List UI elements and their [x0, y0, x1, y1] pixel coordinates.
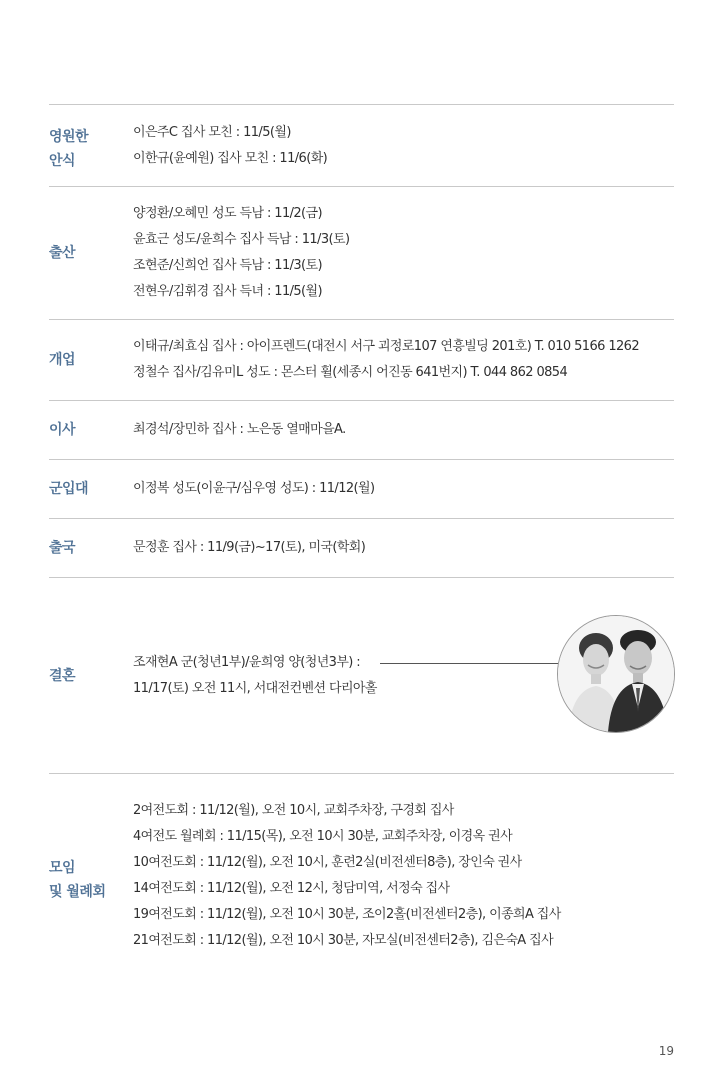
section-label: 군입대: [49, 481, 89, 497]
page-number: 19: [658, 1044, 674, 1058]
list-item: 이태규/최효심 집사 : 아이프렌드(대전시 서구 괴정로107 연흥빌딩 201호) T. 010 5166 1262: [133, 339, 640, 354]
section-military: [49, 459, 674, 519]
list-item: 정철수 집사/김유미L 성도 : 몬스터 휠(세종시 어진동 641번지) T. 044 862 0854: [133, 365, 568, 380]
list-item: 전현우/김휘경 집사 득녀 : 11/5(월): [133, 284, 322, 299]
list-item: 조재현A 군(청년1부)/윤희영 양(청년3부) :: [133, 655, 361, 670]
section-opening: [49, 319, 674, 401]
list-item: 이정복 성도(이윤구/심우영 성도) : 11/12(월): [133, 481, 375, 496]
list-item: 11/17(토) 오전 11시, 서대전컨벤션 다리아홀: [133, 681, 377, 696]
section-birth: [49, 186, 674, 320]
section-label: 출산: [49, 245, 76, 261]
list-item: 10여전도회 : 11/12(월), 오전 10시, 훈련2실(비전센터8층), 장인숙 권사: [133, 855, 522, 870]
list-item: 윤효근 성도/윤희수 집사 득남 : 11/3(토): [133, 232, 350, 247]
section-moving: [49, 400, 674, 460]
section-label: 모임 및 월례회: [49, 860, 106, 900]
list-item: 이한규(윤예원) 집사 모친 : 11/6(화): [133, 151, 328, 166]
section-departure: [49, 518, 674, 578]
list-item: 이은주C 집사 모친 : 11/5(월): [133, 125, 291, 140]
section-label: 개업: [49, 352, 76, 368]
section-label: 결혼: [49, 668, 76, 684]
section-wedding: [49, 577, 674, 774]
list-item: 2여전도회 : 11/12(월), 오전 10시, 교회주차장, 구경회 집사: [133, 803, 454, 818]
section-label: 출국: [49, 540, 76, 556]
list-item: 4여전도 월례회 : 11/15(목), 오전 10시 30분, 교회주차장, 이경옥 권사: [133, 829, 513, 844]
section-label: 이사: [49, 422, 76, 438]
section-eternal-rest: [49, 104, 674, 187]
section-meetings: [49, 773, 674, 974]
couple-photo-illustration: [558, 616, 674, 732]
list-item: 양정환/오혜민 성도 득남 : 11/2(금): [133, 206, 322, 221]
list-item: 조현준/신희언 집사 득남 : 11/3(토): [133, 258, 322, 273]
connector-line: [380, 663, 558, 664]
section-label: 영원한 안식: [49, 129, 89, 169]
list-item: 최경석/장민하 집사 : 노은동 열매마을A.: [133, 422, 346, 437]
couple-photo: [557, 615, 675, 733]
list-item: 14여전도회 : 11/12(월), 오전 12시, 청담미역, 서정숙 집사: [133, 881, 450, 896]
list-item: 19여전도회 : 11/12(월), 오전 10시 30분, 조이2홀(비전센터2층), 이종희A 집사: [133, 907, 561, 922]
list-item: 문정훈 집사 : 11/9(금)~17(토), 미국(학회): [133, 540, 366, 555]
list-item: 21여전도회 : 11/12(월), 오전 10시 30분, 자모실(비전센터2층), 김은숙A 집사: [133, 933, 554, 948]
